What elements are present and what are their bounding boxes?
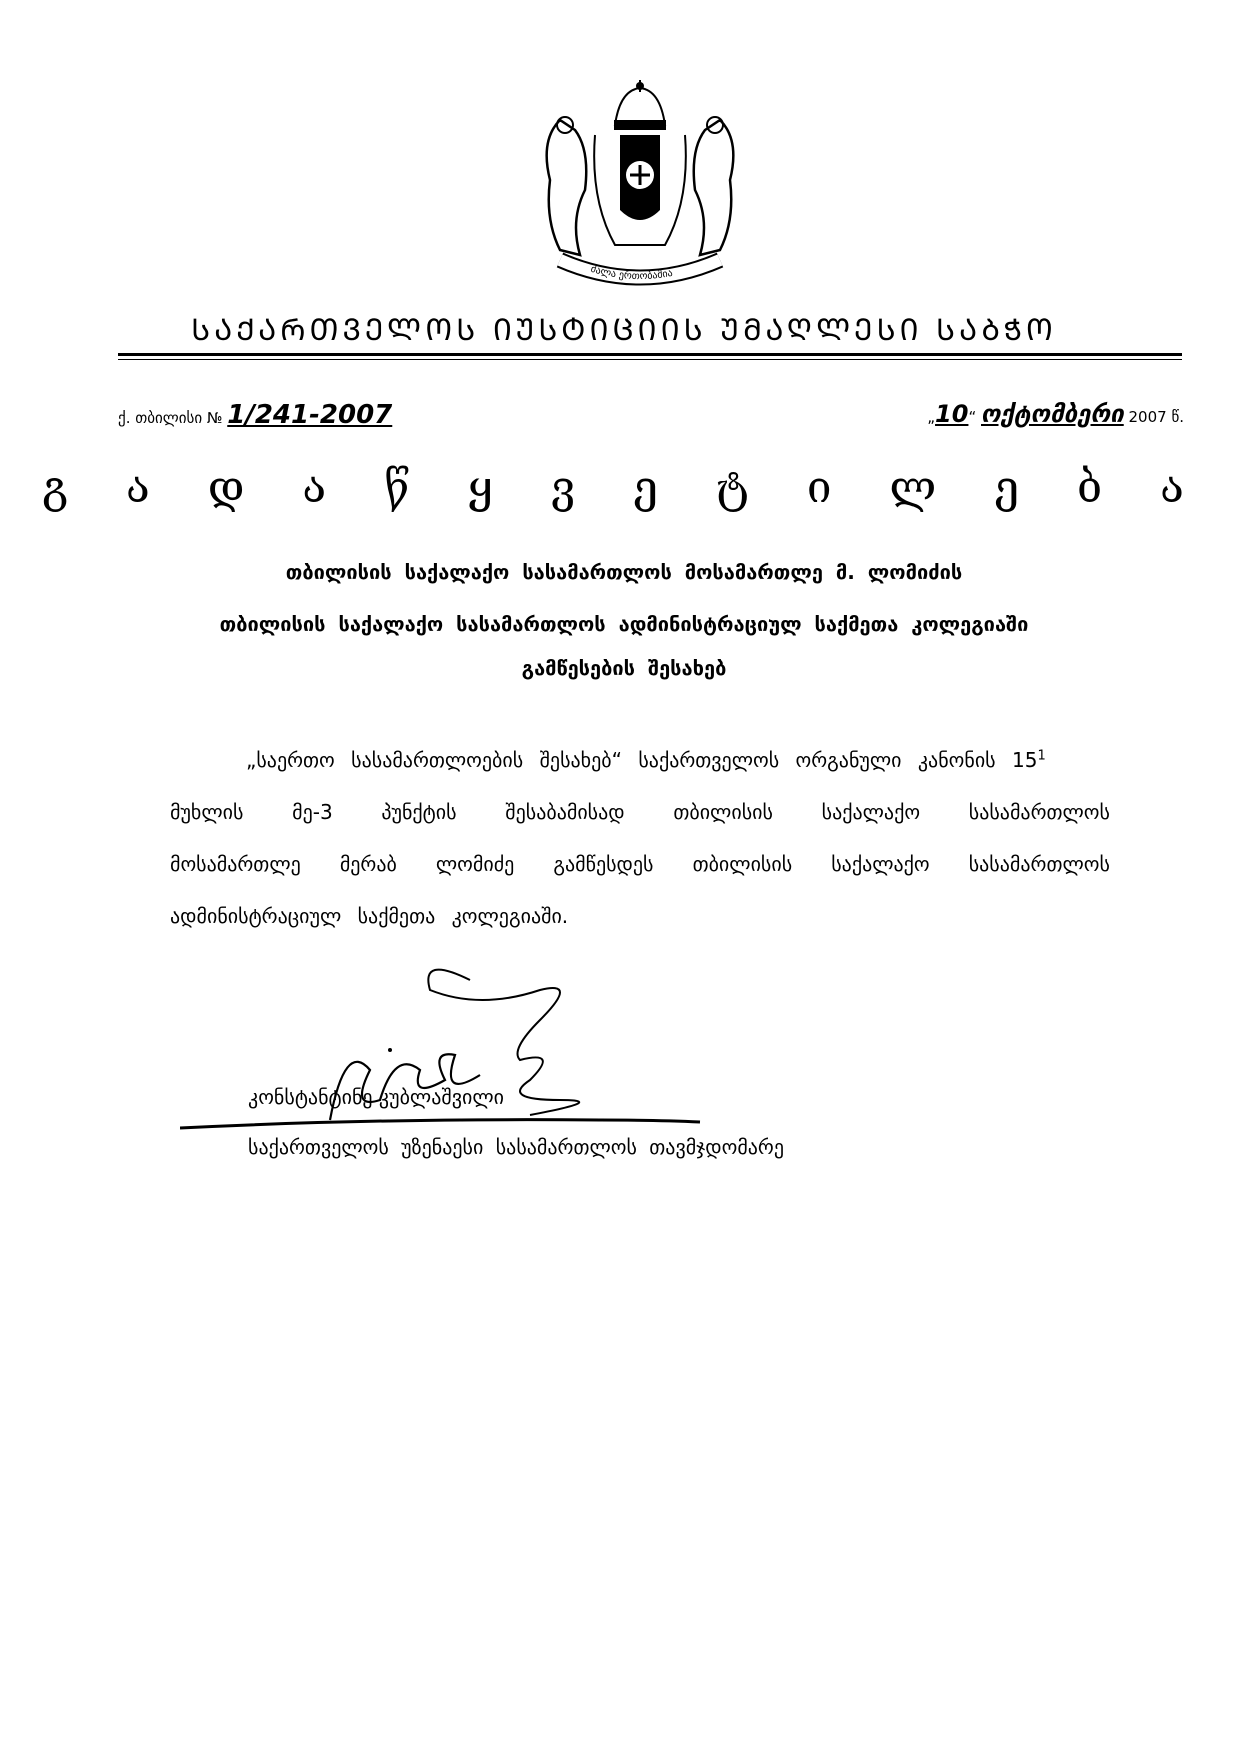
date-day: 10 xyxy=(935,400,969,428)
body-line-1 xyxy=(246,748,1106,772)
decision-date xyxy=(927,400,1184,428)
decision-number: 1/241-2007 xyxy=(227,400,393,430)
subject-line-3: გამწესების შესახებ xyxy=(521,656,727,680)
body-word: გამწესდეს xyxy=(553,852,654,876)
body-word: საქალაქო xyxy=(821,800,921,824)
body-word: შესაბამისად xyxy=(505,800,625,824)
handwritten-signature xyxy=(180,950,720,1150)
header-rule-thin xyxy=(118,359,1182,360)
body-line-2 xyxy=(170,800,1110,824)
institution-name: ᲡᲐᲥᲐᲠᲗᲕᲔᲚᲝᲡ ᲘᲣᲡᲢᲘᲪᲘᲘᲡ ᲣᲛᲐᲦᲚᲔᲡᲘ ᲡᲐᲑᲭᲝ xyxy=(191,313,1057,348)
signer-name: კონსტანტინე კუბლაშვილი xyxy=(248,1085,504,1109)
coat-motto: ძალა ერთობაშია xyxy=(589,263,674,283)
body-line-1-superscript: 1 xyxy=(1037,748,1046,764)
date-open-quote: „ xyxy=(927,408,936,426)
body-word: სასამართლოს xyxy=(968,800,1110,824)
body-word: საქალაქო xyxy=(831,852,930,876)
body-word: მერაბ xyxy=(339,852,397,876)
document-title: გ ა დ ა წ ყ ვ ე ტ ი ლ ე ბ ა xyxy=(42,462,1206,513)
date-year: 2007 წ. xyxy=(1128,408,1184,426)
body-line-4: ადმინისტრაციულ საქმეთა კოლეგიაში. xyxy=(170,904,569,928)
signer-title: საქართველოს უზენაესი სასამართლოს თავმჯდომარე xyxy=(248,1135,784,1159)
body-word: მე-3 xyxy=(292,800,333,824)
date-month: ოქტომბერი xyxy=(981,400,1124,428)
place-label: ქ. თბილისი № xyxy=(118,409,223,427)
body-word: სასამართლოს xyxy=(968,852,1110,876)
date-close-quote: “ xyxy=(968,408,977,426)
header-rule-thick xyxy=(118,353,1182,356)
body-word: ლომიძე xyxy=(435,852,515,876)
body-line-3 xyxy=(170,852,1110,876)
body-word: თბილისის xyxy=(692,852,793,876)
coat-of-arms-emblem xyxy=(520,80,760,290)
body-word: თბილისის xyxy=(673,800,773,824)
subject-line-1: თბილისის საქალაქო სასამართლოს მოსამართლე მ. ლომიძის xyxy=(285,560,963,584)
subject-line-2: თბილისის საქალაქო სასამართლოს ადმინისტრაციულ საქმეთა კოლეგიაში xyxy=(219,612,1029,636)
decision-number-line xyxy=(118,400,392,430)
body-line-1-text: „საერთო სასამართლოების შესახებ“ საქართველოს ორგანული კანონის 15 xyxy=(246,748,1038,772)
body-word: პუნქტის xyxy=(381,800,457,824)
body-word: მოსამართლე xyxy=(170,852,301,876)
body-word: მუხლის xyxy=(170,800,244,824)
